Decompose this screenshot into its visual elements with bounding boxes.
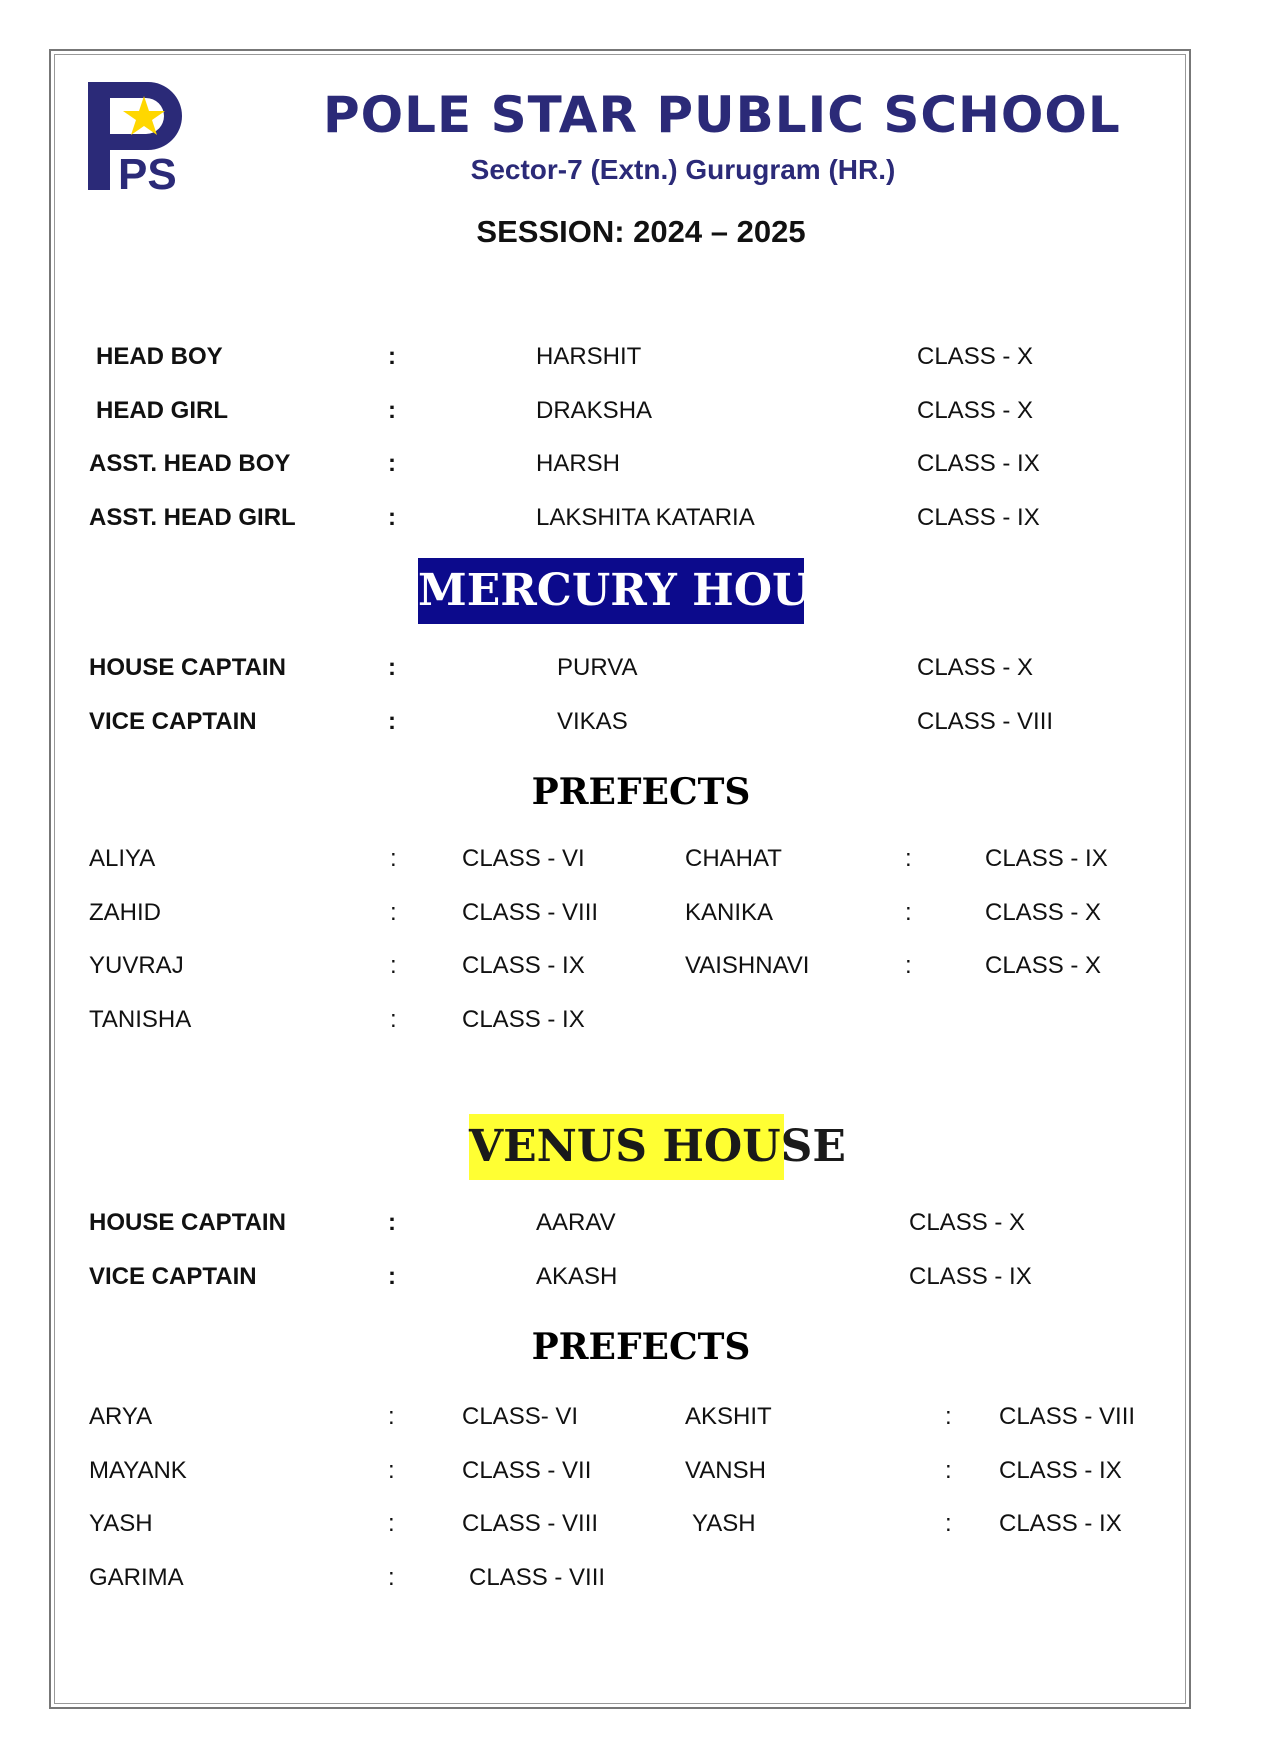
prefect-class: CLASS - VIII (999, 1403, 1136, 1430)
captain-role: VICE CAPTAIN (89, 1263, 257, 1290)
leader-name: HARSHIT (536, 343, 642, 370)
leader-class: CLASS - X (917, 397, 1034, 424)
separator: : (945, 1510, 952, 1537)
venus-house-banner: VENUS HOUSE (469, 1114, 784, 1180)
captain-role: HOUSE CAPTAIN (89, 1209, 286, 1236)
leader-role: ASST. HEAD BOY (89, 450, 291, 477)
captain-name: VIKAS (557, 708, 628, 735)
leader-role: HEAD BOY (96, 343, 223, 370)
prefect-class: CLASS - X (985, 899, 1102, 926)
prefect-class: CLASS - IX (462, 1006, 585, 1033)
prefect-class: CLASS - VIII (462, 899, 599, 926)
prefect-class: CLASS - VII (462, 1457, 592, 1484)
session-title: SESSION: 2024 – 2025 (476, 214, 806, 249)
leader-name: LAKSHITA KATARIA (536, 504, 755, 531)
prefect-name: YASH (692, 1510, 756, 1537)
captain-role: HOUSE CAPTAIN (89, 654, 286, 681)
captain-class: CLASS - X (917, 654, 1034, 681)
prefect-class: CLASS - VIII (462, 1510, 599, 1537)
captain-class: CLASS - IX (909, 1263, 1032, 1290)
prefect-class: CLASS - VI (462, 845, 585, 872)
prefect-class: CLASS - VIII (469, 1564, 606, 1591)
prefect-name: YUVRAJ (89, 952, 184, 979)
separator: : (388, 1457, 395, 1484)
prefect-name: ALIYA (89, 845, 156, 872)
prefect-name: ARYA (89, 1403, 153, 1430)
prefect-name: CHAHAT (685, 845, 782, 872)
separator: : (905, 952, 912, 979)
leader-role: ASST. HEAD GIRL (89, 504, 296, 531)
separator: : (388, 1263, 396, 1290)
leader-class: CLASS - IX (917, 504, 1040, 531)
separator: : (388, 654, 396, 681)
separator: : (388, 343, 396, 370)
separator: : (390, 899, 397, 926)
school-logo (88, 82, 196, 199)
separator: : (388, 1209, 396, 1236)
mercury-house-banner: MERCURY HOUSE (418, 558, 804, 624)
prefect-name: MAYANK (89, 1457, 187, 1484)
prefect-class: CLASS - IX (985, 845, 1108, 872)
prefect-class: CLASS - IX (999, 1510, 1122, 1537)
leader-role: HEAD GIRL (96, 397, 228, 424)
separator: : (390, 1006, 397, 1033)
prefect-name: AKSHIT (685, 1403, 772, 1430)
prefect-class: CLASS - X (985, 952, 1102, 979)
separator: : (390, 952, 397, 979)
prefect-name: ZAHID (89, 899, 161, 926)
prefect-class: CLASS - IX (999, 1457, 1122, 1484)
school-name: POLE STAR PUBLIC SCHOOL (323, 86, 1121, 144)
prefect-name: YASH (89, 1510, 153, 1537)
captain-name: AKASH (536, 1263, 618, 1290)
school-address: Sector-7 (Extn.) Gurugram (HR.) (470, 154, 896, 185)
captain-role: VICE CAPTAIN (89, 708, 257, 735)
separator: : (388, 397, 396, 424)
separator: : (945, 1457, 952, 1484)
leader-class: CLASS - IX (917, 450, 1040, 477)
separator: : (388, 1564, 395, 1591)
prefect-name: VAISHNAVI (685, 952, 810, 979)
captain-name: AARAV (536, 1209, 616, 1236)
prefect-class: CLASS- VI (462, 1403, 579, 1430)
logo-bar-icon (88, 82, 110, 190)
captain-class: CLASS - X (909, 1209, 1026, 1236)
separator: : (388, 708, 396, 735)
prefect-class: CLASS - IX (462, 952, 585, 979)
leader-class: CLASS - X (917, 343, 1034, 370)
separator: : (388, 1403, 395, 1430)
separator: : (388, 1510, 395, 1537)
captain-class: CLASS - VIII (917, 708, 1054, 735)
separator: : (388, 450, 396, 477)
separator: : (945, 1403, 952, 1430)
separator: : (905, 899, 912, 926)
prefect-name: TANISHA (89, 1006, 192, 1033)
separator: : (388, 504, 396, 531)
leader-name: HARSH (536, 450, 621, 477)
prefect-name: KANIKA (685, 899, 774, 926)
venus-prefects-title: PREFECTS (531, 1326, 751, 1368)
logo-text: PS (118, 150, 177, 199)
mercury-prefects-title: PREFECTS (531, 771, 751, 813)
separator: : (905, 845, 912, 872)
separator: : (390, 845, 397, 872)
prefect-name: VANSH (685, 1457, 766, 1484)
prefect-name: GARIMA (89, 1564, 184, 1591)
captain-name: PURVA (557, 654, 638, 681)
leader-name: DRAKSHA (536, 397, 653, 424)
